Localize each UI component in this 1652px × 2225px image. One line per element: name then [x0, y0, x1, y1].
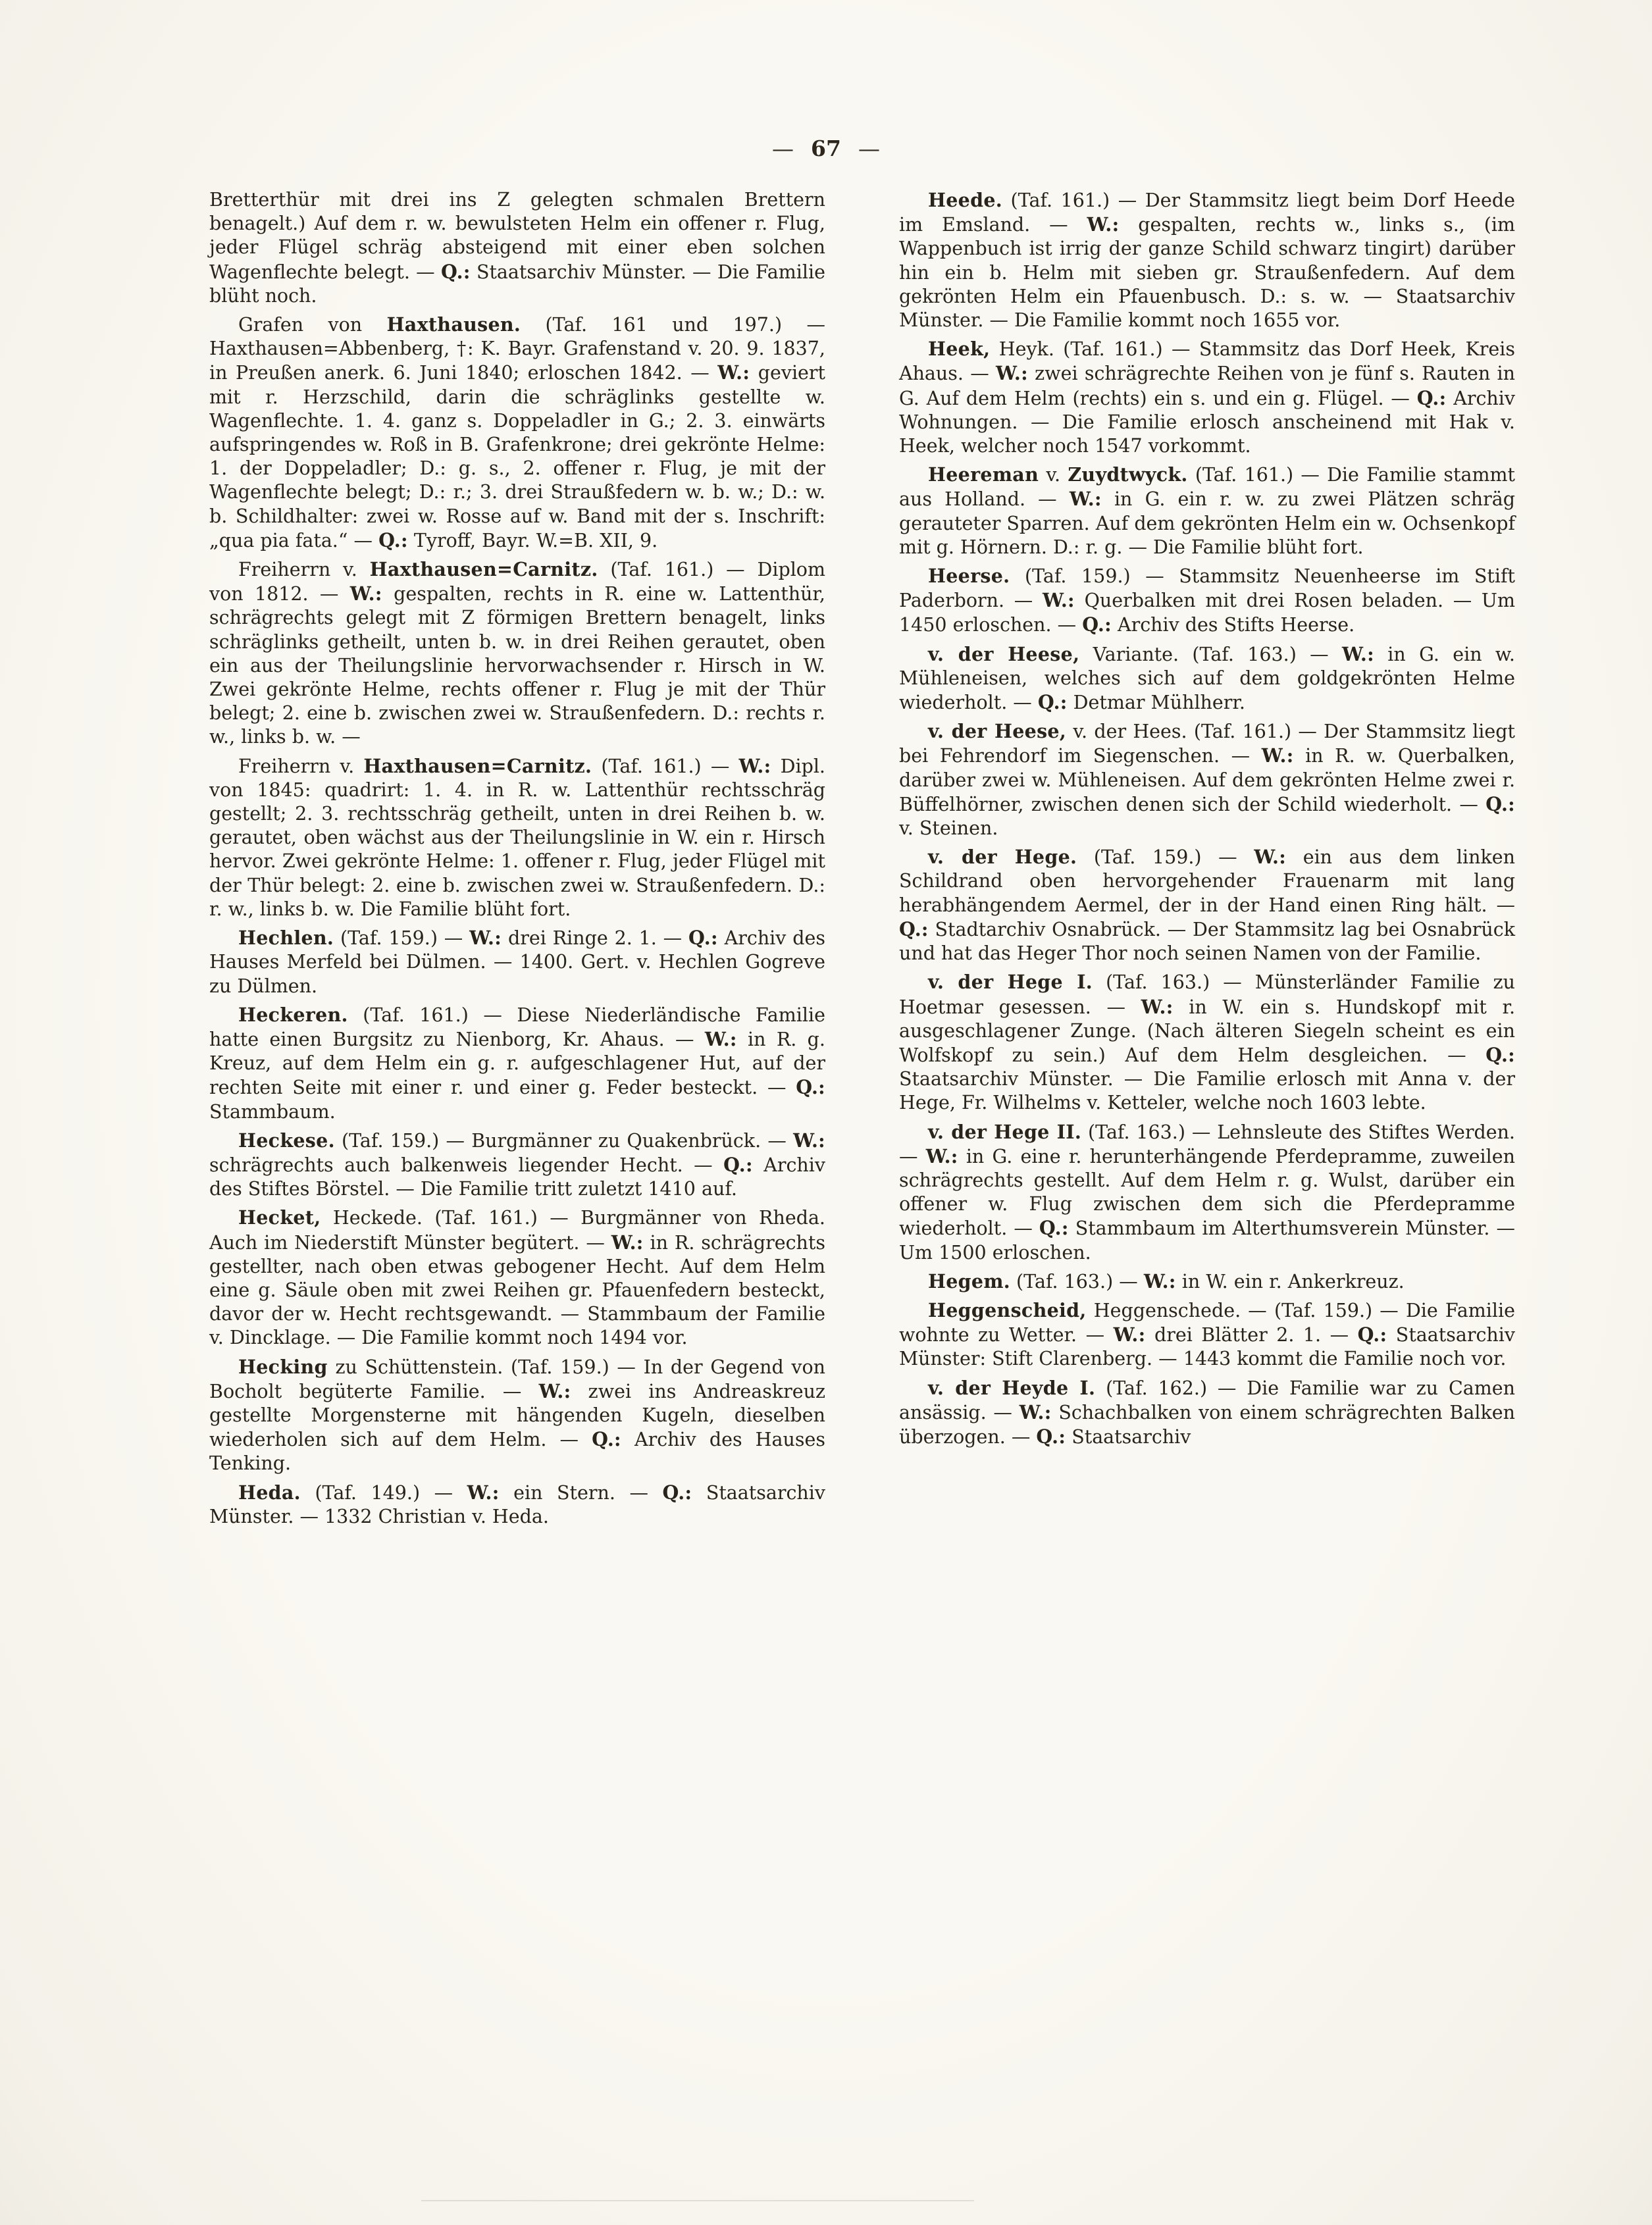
entry-headword: Heede. [928, 189, 1002, 211]
entry-paragraph [899, 1298, 1515, 1371]
entry-paragraph [899, 642, 1515, 715]
entry-text: Variante. (Taf. 163.) — [1079, 643, 1343, 665]
entry-headword: v. der Hege II. [928, 1120, 1082, 1143]
entry-headword: Haxthausen=Carnitz. [363, 754, 592, 777]
entry-text: (Taf. 163.) — Münsterländer Familie zu Hoetmar gesessen. — [899, 971, 1515, 1018]
entry-text: Staatsarchiv [1066, 1425, 1191, 1448]
entry-headword: Heek, [928, 338, 991, 361]
entry-text: in R. schrägrechts gestellter, nach oben etwas gebogener Hecht. Auf dem Helm eine g. Säule oben mit zwei Reihen gr. Pfauenfedern besteckt, davor der w. Hecht rechtsgewandt. — Stammbaum der Familie v. Dincklage. — Die Familie kommt noch 1494 vor. [209, 1231, 825, 1349]
entry-text: Archiv Wohnungen. — Die Familie erlosch anscheinend mit Hak v. Heek, welcher noch 1547 vorkommt. [899, 387, 1515, 457]
entry-text: Staatsarchiv Münster. — Die Familie blüht noch. [209, 261, 825, 307]
entry-headword: Q.: [662, 1481, 692, 1504]
entry-text: Stammbaum. [209, 1100, 336, 1123]
entry-headword: W.: [467, 1481, 500, 1504]
entry-text: (Taf. 159.) — Burgmänner zu Quakenbrück. — [334, 1129, 794, 1152]
entry-paragraph [209, 188, 825, 308]
entry-text: in R. g. Kreuz, auf dem Helm ein g. r. aufgeschlagener Hut, auf der rechten Seite mit einer r. und einer g. Feder besteckt. — [209, 1028, 825, 1099]
entry-headword: W.: [349, 582, 382, 605]
entry-headword: Q.: [796, 1076, 825, 1099]
entry-text: Archiv des Stifts Heerse. [1111, 614, 1355, 636]
entry-paragraph [209, 754, 825, 921]
entry-headword: Q.: [378, 528, 408, 551]
entry-text: Detmar Mühlherr. [1067, 692, 1245, 714]
entry-headword: W.: [1261, 744, 1294, 767]
entry-paragraph [209, 1481, 825, 1529]
entry-paragraph [209, 1355, 825, 1476]
entry-text: Schachbalken von einem schrägrechten Balken überzogen. — [899, 1401, 1515, 1448]
entry-text: (Taf. 159.) — Stammsitz Neuenheerse im Stift Paderborn. — [899, 565, 1515, 612]
entry-paragraph [209, 1003, 825, 1124]
entry-text: (Taf. 163.) — [1010, 1270, 1144, 1292]
entry-text: (Taf. 159.) — [334, 927, 470, 950]
entry-paragraph [209, 1129, 825, 1202]
entry-headword: Hecket, [238, 1206, 321, 1229]
entry-headword: Hegem. [928, 1269, 1010, 1292]
entry-paragraph [899, 719, 1515, 840]
entry-text: in W. ein s. Hundskopf mit r. ausgeschlagener Zunge. (Nach älteren Siegeln scheint es ein Wolfskopf zu sein.) Auf dem Helm desgleichen. — [899, 996, 1515, 1066]
entry-text: Heckede. (Taf. 161.) — Burgmänner von Rheda. Auch im Niederstift Münster begütert. — [209, 1207, 825, 1254]
entry-text: v. der Hees. (Taf. 161.) — Der Stammsitz liegt bei Fehrendorf im Siegenschen. — [899, 721, 1515, 767]
entry-text: Heggenschede. — (Taf. 159.) — Die Familie wohnte zu Wetter. — [899, 1299, 1515, 1346]
entry-headword: v. der Hege. [928, 846, 1077, 869]
entry-text: in G. ein r. w. zu zwei Plätzen schräg gerauteter Sparren. Auf dem gekrönten Helm ein w. Ochsenkopf mit g. Hörnern. D.: r. g. — Die Familie blüht fort. [899, 488, 1516, 558]
entry-headword: W.: [1342, 642, 1374, 665]
entry-headword: W.: [1113, 1323, 1146, 1346]
entry-headword: W.: [611, 1231, 644, 1254]
entry-headword: Q.: [1037, 691, 1068, 714]
entry-headword: Q.: [1036, 1425, 1066, 1448]
entry-headword: Q.: [1039, 1217, 1069, 1240]
page-number-dash-left: — [772, 136, 794, 161]
entry-text: geviert mit r. Herzschild, darin die schräglinks gestellte w. Wagenflechte. 1. 4. ganz s. Doppeladler in G.; 2. 3. einwärts aufspringendes w. Roß in B. Grafenkrone; drei gekrönte Helme: 1. der Doppeladler; D.: g. s., 2. offener r. Flug, je mit der Wagenflechte belegt; D.: r.; 3. drei Straußfedern w. b. w.; D.: w. b. Schildhalter: zwei w. Rosse auf w. Band mit der s. Inschrift: „qua pia fata.“ — [209, 362, 826, 551]
entry-text: Stammbaum im Alterthumsverein Münster. — Um 1500 erloschen. [899, 1217, 1516, 1264]
entry-text: Grafen von [238, 314, 387, 336]
entry-text: Staatsarchiv Münster. — 1332 Christian v. Heda. [209, 1481, 826, 1527]
entry-headword: W.: [469, 927, 502, 950]
entry-paragraph [899, 1376, 1515, 1450]
entry-headword: W.: [1042, 589, 1075, 612]
entry-paragraph [209, 926, 825, 998]
entry-text: gespalten, rechts w., links s., (im Wappenbuch ist irrig der ganze Schild schwarz tingirt) darüber hin ein b. Helm mit sieben gr. Straußenfedern. Auf dem gekrönten Helm ein Pfauenbusch. D.: s. w. — Staatsarchiv Münster. — Die Familie kommt noch 1655 vor. [899, 214, 1515, 332]
entry-headword: W.: [1143, 1269, 1176, 1292]
entry-headword: Heerse. [928, 565, 1010, 588]
entry-headword: v. der Heyde I. [928, 1376, 1096, 1399]
entry-paragraph [209, 1206, 825, 1350]
entry-headword: W.: [793, 1129, 825, 1152]
entry-text: ein aus dem linken Schildrand oben hervorgehender Frauenarm mit lang herabhängendem Aermel, der in der Hand einen Ring hält. — [899, 846, 1515, 916]
entry-headword: Q.: [1485, 792, 1515, 815]
entry-headword: W.: [996, 362, 1028, 385]
entry-headword: Zuydtwyck. [1068, 463, 1188, 486]
entry-text: Bretterthür mit drei ins Z gelegten schmalen Brettern benagelt.) Auf dem r. w. bewulsteten Helm ein offener r. Flug, jeder Flügel schräg absteigend mit einer eben solchen Wagenflechte belegt. — [209, 189, 825, 283]
entry-headword: Heggenscheid, [928, 1298, 1087, 1321]
entry-text: in W. ein r. Ankerkreuz. [1175, 1270, 1405, 1292]
entry-text: gespalten, rechts in R. eine w. Lattenthür, schrägrechts gelegt mit Z förmigen Brettern benagelt, links schräglinks getheilt, unten b. w. in drei Reihen gerautet, oben ein aus der Theilungslinie hervorwachsender r. Hirsch in W. Zwei gekrönte Helme, rechts offener r. Flug je mit der Thür belegt; 2. eine b. zwischen zwei w. Straußenfedern. D.: rechts r. w., links b. w. — [209, 583, 825, 748]
entry-paragraph [899, 188, 1515, 332]
entry-text: Dipl. von 1845: quadrirt: 1. 4. in R. w. Lattenthür rechtsschräg gestellt; 2. 3. rechtsschräg getheilt, unten in drei Reihen b. w. gerautet, oben wächst aus der Theilungslinie in W. ein r. Hirsch hervor. Zwei gekrönte Helme: 1. offener r. Flug, jeder Flügel mit der Thür belegt: 2. eine b. zwischen zwei w. Straußenfedern. D.: r. w., links b. w. Die Familie blüht fort. [209, 755, 825, 920]
entry-headword: W.: [738, 754, 771, 777]
entry-paragraph [899, 337, 1515, 458]
page-number-value: 67 [811, 136, 841, 161]
entry-text: (Taf. 163.) — Lehnsleute des Stiftes Werden. — [899, 1121, 1515, 1167]
entry-headword: Hechlen. [238, 927, 334, 950]
entry-paragraph [899, 463, 1515, 559]
entry-text: in G. ein w. Mühleneisen, welches sich auf dem goldgekrönten Helme wiederholt. — [899, 643, 1515, 714]
entry-text: drei Blätter 2. 1. — [1145, 1324, 1358, 1346]
entry-text: Heyk. (Taf. 161.) — Stammsitz das Dorf Heek, Kreis Ahaus. — [899, 338, 1515, 385]
entry-text: Staatsarchiv Münster: Stift Clarenberg. — 1443 kommt die Familie noch vor. [899, 1324, 1515, 1370]
entry-text: schrägrechts auch balkenweis liegender Hecht. — [209, 1154, 724, 1176]
entry-headword: W.: [1019, 1400, 1052, 1423]
scan-edge-artifact [421, 2200, 974, 2201]
entry-headword: Heereman [928, 463, 1039, 486]
entry-text: (Taf. 161 und 197.) — Haxthausen=Abbenberg, †: K. Bayr. Grafenstand v. 20. 9. 1837, in Preußen anerk. 6. Juni 1840; erloschen 1842. — [209, 314, 825, 384]
entry-paragraph [899, 1120, 1515, 1265]
entry-text: zwei ins Andreaskreuz gestellte Morgensterne mit hängenden Kugeln, dieselben wiederholen sich auf dem Helm. — [209, 1380, 825, 1451]
entry-headword: Haxthausen=Carnitz. [369, 558, 598, 581]
entry-text: v. Steinen. [899, 817, 998, 840]
entry-text: zu Schüttenstein. (Taf. 159.) — In der Gegend von Bocholt begüterte Familie. — [209, 1356, 825, 1402]
entry-text: (Taf. 161.) — Diese Niederländische Familie hatte einen Burgsitz zu Nienborg, Kr. Ahaus. — [209, 1004, 825, 1050]
entry-headword: W.: [538, 1379, 571, 1402]
entry-headword: W.: [1254, 846, 1287, 869]
entry-headword: Heda. [238, 1481, 301, 1504]
page-number-dash-right: — [858, 136, 880, 161]
entry-text: Archiv des Hauses Tenking. [209, 1429, 825, 1475]
entry-headword: Heckeren. [238, 1003, 348, 1026]
entry-text: in R. w. Querbalken, darüber zwei w. Mühleneisen. Auf dem gekrönten Helme zwei r. Büffelhörner, zwischen denen sich der Schild wiederholt. — [899, 745, 1515, 815]
entry-text: (Taf. 161.) — Der Stammsitz liegt beim Dorf Heede im Emsland. — [899, 190, 1515, 236]
entry-headword: Q.: [688, 927, 718, 950]
entry-paragraph [899, 845, 1515, 965]
entry-headword: W.: [925, 1144, 958, 1167]
entry-text: Freiherrn v. [238, 559, 370, 581]
entry-headword: W.: [1087, 213, 1120, 236]
entry-headword: Q.: [592, 1428, 621, 1451]
text-column-left [209, 188, 825, 1533]
entry-text: Stadtarchiv Osnabrück. — Der Stammsitz lag bei Osnabrück und hat das Heger Thor noch seinen Namen von der Familie. [899, 918, 1515, 965]
entry-headword: W.: [717, 361, 750, 384]
entry-text: in G. eine r. herunterhängende Pferdepramme, zuweilen schrägrechts gestellt. Auf dem Helm r. g. Wulst, darüber ein offener w. Flug zwischen dem sich die Pferdepramme wiederholt. — [899, 1145, 1516, 1240]
entry-headword: W.: [1069, 488, 1102, 511]
entry-headword: Haxthausen. [386, 313, 521, 336]
entry-text: Tyroff, Bayr. W.=B. XII, 9. [407, 529, 658, 551]
entry-headword: Q.: [1357, 1323, 1387, 1346]
entry-paragraph [209, 557, 825, 750]
entry-text: (Taf. 159.) — [1077, 846, 1254, 869]
entry-text: (Taf. 161.) — Diplom von 1812. — [209, 559, 825, 605]
entry-headword: Q.: [440, 260, 471, 283]
text-columns [209, 188, 1515, 1533]
entry-headword: Hecking [238, 1355, 328, 1378]
entry-text: drei Ringe 2. 1. — [502, 927, 689, 950]
entry-text: (Taf. 161.) — Die Familie stammt aus Holland. — [899, 464, 1516, 511]
entry-paragraph [899, 564, 1515, 638]
entry-paragraph [899, 1269, 1515, 1294]
page-number [0, 136, 1652, 161]
entry-text: Freiherrn v. [238, 755, 364, 777]
entry-text: (Taf. 149.) — [300, 1481, 467, 1504]
entry-text: Querbalken mit drei Rosen beladen. — Um 1450 erloschen. — [899, 590, 1515, 636]
entry-headword: Q.: [899, 917, 929, 940]
entry-text: ein Stern. — [499, 1481, 663, 1504]
entry-headword: Heckese. [238, 1129, 335, 1152]
entry-headword: W.: [704, 1027, 737, 1050]
entry-text: Archiv des Hauses Merfeld bei Dülmen. — 1400. Gert. v. Hechlen Gogreve zu Dülmen. [209, 927, 825, 997]
entry-text: Staatsarchiv Münster. — Die Familie erlosch mit Anna v. der Hege, Fr. Wilhelms v. Ketteler, welche noch 1603 lebte. [899, 1068, 1515, 1114]
entry-text: (Taf. 161.) — [592, 755, 739, 777]
entry-headword: Q.: [1082, 613, 1112, 636]
entry-text: v. [1039, 464, 1068, 486]
entry-headword: v. der Heese, [928, 720, 1067, 743]
entry-paragraph [209, 313, 825, 553]
text-column-right [899, 188, 1515, 1533]
entry-headword: v. der Heese, [928, 642, 1080, 665]
entry-headword: v. der Hege I. [928, 971, 1093, 994]
entry-text: zwei schrägrechte Reihen von je fünf s. Rauten in G. Auf dem Helm (rechts) ein s. und ein g. Flügel. — [899, 363, 1515, 409]
entry-paragraph [899, 970, 1515, 1115]
entry-headword: Q.: [723, 1153, 753, 1176]
entry-headword: Q.: [1416, 386, 1447, 409]
entry-text: Archiv des Stiftes Börstel. — Die Familie tritt zuletzt 1410 auf. [209, 1154, 825, 1200]
entry-headword: Q.: [1485, 1043, 1515, 1066]
entry-text: (Taf. 162.) — Die Familie war zu Camen ansässig. — [899, 1377, 1515, 1423]
entry-headword: W.: [1141, 995, 1174, 1018]
